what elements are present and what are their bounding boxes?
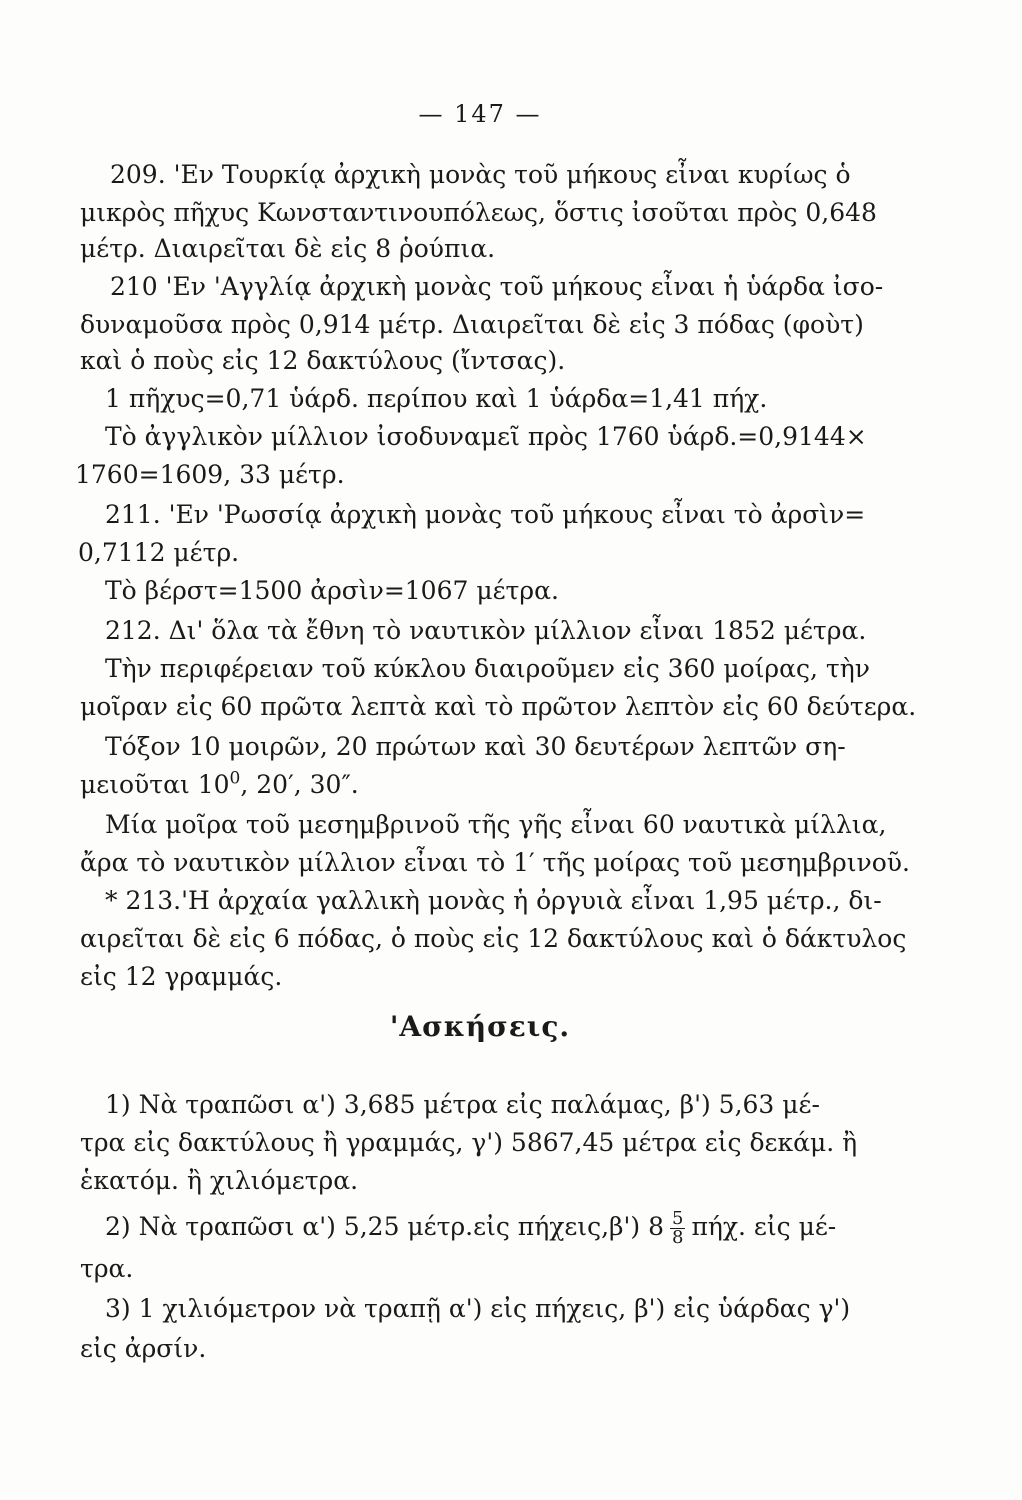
section-210-line-2: δυναμοῦσα πρὸς 0,914 μέτρ. Διαιρεῖται δὲ εἰς 3 πόδας (φοὺτ) [80, 310, 864, 339]
section-210-line-5: Τὸ ἀγγλικὸν μίλλιον ἰσοδυναμεῖ πρὸς 1760 ὑάρδ.=0,9144× [105, 422, 867, 451]
section-211-line-3: Τὸ βέρστ=1500 ἀρσὶν=1067 μέτρα. [105, 576, 559, 605]
section-212-line-2: Τὴν περιφέρειαν τοῦ κύκλου διαιροῦμεν εἰς 360 μοίρας, τὴν [105, 654, 870, 683]
exercise-1-line-1: 1) Νὰ τραπῶσι α') 3,685 μέτρα εἰς παλάμας, β') 5,63 μέ- [105, 1090, 820, 1119]
section-212-line-1: 212. Δι' ὅλα τὰ ἔθνη τὸ ναυτικὸν μίλλιον εἶναι 1852 μέτρα. [105, 616, 867, 645]
section-209-line-3: μέτρ. Διαιρεῖται δὲ εἰς 8 ῥούπια. [80, 234, 496, 263]
exercise-2-line-1 [105, 1210, 836, 1247]
section-213-line-3: εἰς 12 γραμμάς. [80, 962, 283, 991]
degree-mark: 0 [229, 768, 241, 789]
section-213-line-1: * 213.'Η ἀρχαία γαλλικὴ μονὰς ἡ ὀργυιὰ εἶναι 1,95 μέτρ., δι- [105, 886, 882, 915]
notation-rest: , 20′, 30″. [240, 770, 359, 799]
exercise-2-text-before: 2) Νὰ τραπῶσι α') 5,25 μέτρ.εἰς πήχεις,β') 8 [105, 1212, 664, 1241]
section-210-line-1: 210 'Εν 'Αγγλίᾳ ἀρχικὴ μονὰς τοῦ μήκους εἶναι ἡ ὑάρδα ἰσο- [110, 272, 884, 301]
section-212-line-7: ἄρα τὸ ναυτικὸν μίλλιον εἶναι τὸ 1′ τῆς μοίρας τοῦ μεσημβρινοῦ. [80, 848, 910, 877]
section-213-line-2: αιρεῖται δὲ εἰς 6 πόδας, ὁ ποὺς εἰς 12 δακτύλους καὶ ὁ δάκτυλος [80, 924, 907, 953]
section-212-line-3: μοῖραν εἰς 60 πρῶτα λεπτὰ καὶ τὸ πρῶτον λεπτὸν εἰς 60 δεύτερα. [80, 692, 917, 721]
exercise-3-line-1: 3) 1 χιλιόμετρον νὰ τραπῇ α') εἰς πήχεις, β') εἰς ὑάρδας γ') [105, 1294, 851, 1323]
exercise-3-line-2: εἰς ἀρσίν. [80, 1334, 207, 1363]
page-number: — 147 — [418, 100, 542, 128]
fraction-numerator: 5 [671, 1208, 684, 1229]
section-211-line-2: 0,7112 μέτρ. [78, 538, 240, 567]
notation-prefix: μειοῦται 10 [80, 770, 230, 799]
section-211-line-1: 211. 'Εν 'Ρωσσίᾳ ἀρχικὴ μονὰς τοῦ μήκους εἶναι τὸ ἀρσὶν= [105, 500, 866, 529]
section-212-line-4: Τόξον 10 μοιρῶν, 20 πρώτων καὶ 30 δευτέρων λεπτῶν ση- [105, 732, 846, 761]
section-212-line-6: Μία μοῖρα τοῦ μεσημβρινοῦ τῆς γῆς εἶναι 60 ναυτικὰ μίλλια, [105, 810, 887, 839]
section-209-line-2: μικρὸς πῆχυς Κωνσταντινουπόλεως, ὅστις ἰσοῦται πρὸς 0,648 [80, 198, 877, 227]
exercises-heading: 'Ασκήσεις. [389, 1010, 571, 1043]
exercise-1-line-2: τρα εἰς δακτύλους ἢ γραμμάς, γ') 5867,45 μέτρα εἰς δεκάμ. ἢ [80, 1128, 858, 1157]
section-210-line-3: καὶ ὁ ποὺς εἰς 12 δακτύλους (ἴντσας). [80, 346, 566, 375]
exercise-2-text-after: πήχ. εἰς μέ- [691, 1212, 837, 1241]
section-209-line-1: 209. 'Εν Τουρκίᾳ ἀρχικὴ μονὰς τοῦ μήκους εἶναι κυρίως ὁ [110, 160, 851, 189]
exercise-2-line-2: τρα. [80, 1254, 134, 1283]
section-212-notation-line [80, 770, 359, 800]
section-210-line-6: 1760=1609, 33 μέτρ. [75, 460, 345, 489]
fraction-five-eighths [670, 1210, 685, 1247]
fraction-denominator: 8 [671, 1227, 684, 1248]
exercise-1-line-3: ἑκατόμ. ἢ χιλιόμετρα. [80, 1166, 359, 1195]
section-210-line-4: 1 πῆχυς=0,71 ὑάρδ. περίπου καὶ 1 ὑάρδα=1,41 πήχ. [105, 384, 768, 413]
